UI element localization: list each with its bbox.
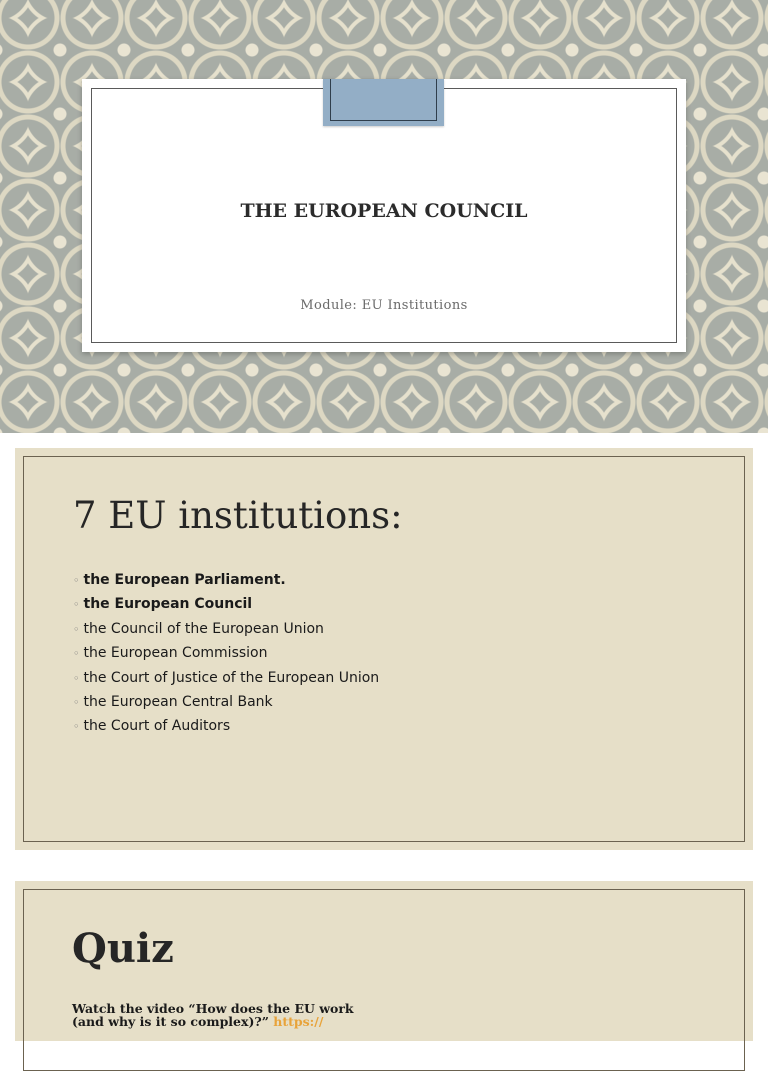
- bullet-icon: ◦: [73, 598, 80, 612]
- title-tab-frame: [330, 79, 437, 121]
- title-tab-decoration: [323, 79, 444, 126]
- slide-frame: [23, 889, 745, 1071]
- list-item-label: the European Central Bank: [83, 693, 273, 710]
- quiz-instructions-text: Watch the video “How does the EU work (and why is it so complex)?”: [72, 1001, 354, 1029]
- bullet-icon: ◦: [73, 622, 80, 636]
- institutions-list: [73, 568, 379, 739]
- list-item-label: the European Commission: [83, 645, 268, 662]
- title-card: [82, 79, 686, 352]
- list-item: [73, 690, 379, 714]
- list-item: [73, 568, 379, 592]
- list-item-label: the Court of Auditors: [83, 718, 231, 735]
- list-item-label: the European Council: [83, 596, 253, 613]
- list-item: [73, 714, 379, 738]
- list-item: [73, 666, 379, 690]
- quiz-instructions: [72, 1002, 372, 1028]
- bullet-icon: ◦: [73, 720, 80, 734]
- bullet-icon: ◦: [73, 574, 80, 587]
- list-item: [73, 641, 379, 665]
- deck-subtitle: Module: EU Institutions: [300, 298, 468, 313]
- video-link[interactable]: https://: [273, 1014, 324, 1029]
- list-item-label: the Council of the European Union: [83, 620, 324, 637]
- list-item-label: the European Parliament.: [83, 572, 286, 588]
- title-slide: [0, 0, 768, 433]
- quiz-heading: Quiz: [72, 925, 174, 972]
- institutions-slide: [15, 448, 753, 850]
- bullet-icon: ◦: [73, 647, 80, 661]
- quiz-slide: [15, 881, 753, 1041]
- deck-title: THE EUROPEAN COUNCIL: [240, 200, 528, 222]
- list-item-label: the Court of Justice of the European Union: [83, 669, 380, 686]
- bullet-icon: ◦: [73, 671, 80, 685]
- bullet-icon: ◦: [73, 695, 80, 709]
- list-item: [73, 617, 379, 641]
- slide-heading: 7 EU institutions:: [73, 494, 403, 537]
- list-item: [73, 592, 379, 616]
